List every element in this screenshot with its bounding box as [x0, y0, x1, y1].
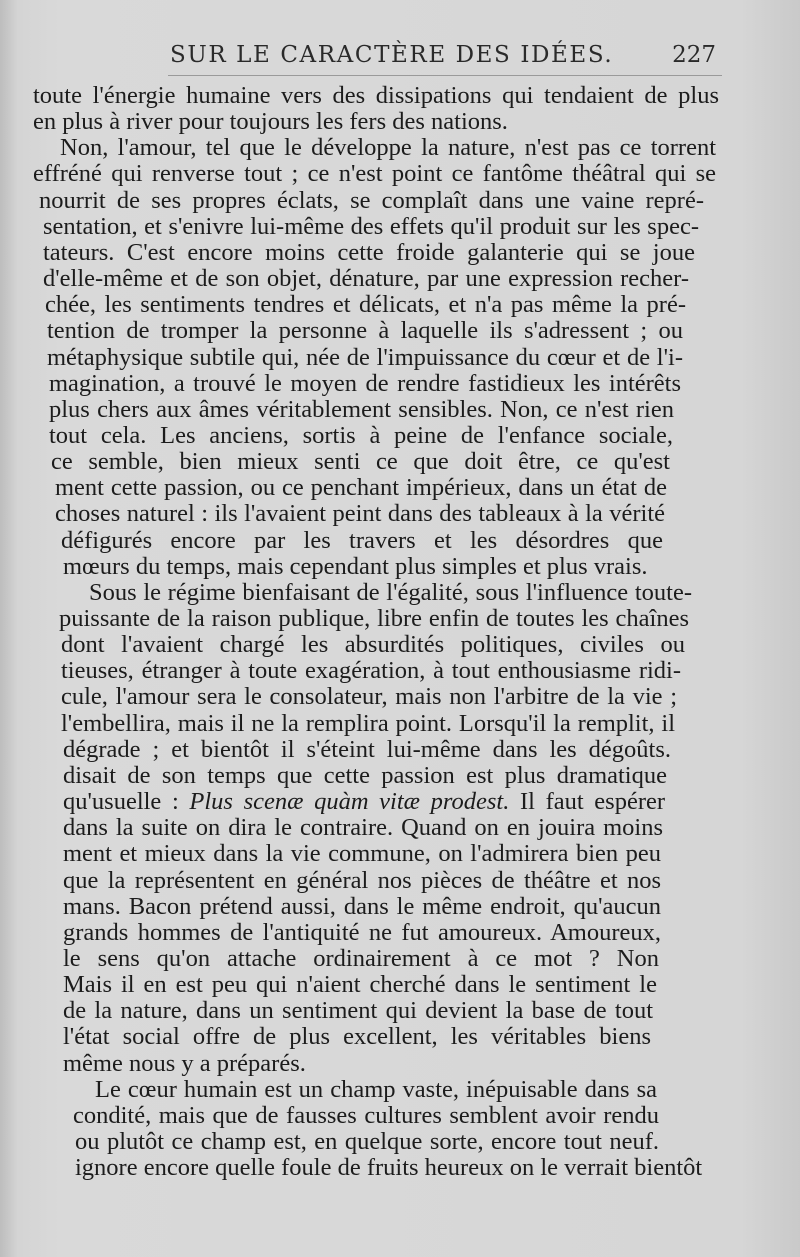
text-line: métaphysique subtile qui, née de l'impuissance du cœur et de l'i- [47, 344, 683, 371]
text-line: en plus à river pour toujours les fers des nations. [33, 108, 508, 136]
text-line [63, 789, 665, 815]
text-line: tention de tromper la personne à laquelle ils s'adressent ; ou [47, 318, 683, 345]
text-line: puissante de la raison publique, libre enfin de toutes les chaînes [59, 606, 689, 632]
text-line: condité, mais que de fausses cultures semblent avoir rendu [73, 1102, 659, 1129]
text-line: mœurs du temps, mais cependant plus simples et plus vrais. [63, 552, 648, 580]
text-line: chée, les sentiments tendres et délicats, et n'a pas même la pré- [45, 292, 686, 319]
header-rule [168, 75, 722, 76]
text-line: ment et mieux dans la vie commune, on l'admirera bien peu [63, 841, 661, 868]
text-line: ce semble, bien mieux senti ce que doit être, ce qu'est [51, 449, 670, 476]
text-line: toute l'énergie humaine vers des dissipations qui tendaient de plus [33, 83, 719, 109]
text-line: de la nature, dans un sentiment qui devient la base de tout [63, 998, 653, 1025]
text-line: effréné qui renverse tout ; ce n'est point ce fantôme théâtral qui se [33, 161, 716, 188]
text-line: défigurés encore par les travers et les désordres que [61, 527, 663, 554]
text-line: choses naturel : ils l'avaient peint dans des tableaux à la vérité [55, 501, 665, 528]
text-line: tateurs. C'est encore moins cette froide galanterie qui se joue [43, 239, 695, 266]
line-text: qu'usuelle : [63, 789, 190, 816]
text-line: le sens qu'on attache ordinairement à ce mot ? Non [63, 945, 659, 972]
text-line: dont l'avaient chargé les absurdités politiques, civiles ou [61, 632, 685, 659]
text-line: ment cette passion, ou ce penchant impérieux, dans un état de [55, 475, 667, 502]
text-line: Non, l'amour, tel que le développe la nature, n'est pas ce torrent [60, 135, 716, 162]
text-line: grands hommes de l'antiquité ne fut amoureux. Amoureux, [63, 919, 661, 946]
text-line: dégrade ; et bientôt il s'éteint lui-même dans les dégoûts. [63, 736, 671, 763]
text-line: ou plutôt ce champ est, en quelque sorte, encore tout neuf. [75, 1129, 659, 1155]
text-line: Mais il en est peu qui n'aient cherché dans le sentiment le [63, 972, 657, 999]
line-text: Il faut espérer [519, 789, 665, 816]
text-line: même nous y a préparés. [63, 1049, 306, 1077]
text-line: l'embellira, mais il ne la remplira point. Lorsqu'il la remplit, il [61, 710, 675, 737]
text-line: nourrit de ses propres éclats, se complaît dans une vaine repré- [39, 187, 704, 214]
text-line: que la représentent en général nos pièces de théâtre et nos [63, 867, 661, 894]
text-line: plus chers aux âmes véritablement sensibles. Non, ce n'est rien [49, 396, 674, 423]
latin-quotation: Plus scenæ quàm vitæ prodest. [189, 789, 510, 816]
text-line: tout cela. Les anciens, sortis à peine de l'enfance sociale, [49, 422, 673, 449]
text-line: magination, a trouvé le moyen de rendre fastidieux les intérêts [49, 370, 681, 397]
text-line: dans la suite on dira le contraire. Quand on en jouira moins [63, 815, 663, 842]
text-line: disait de son temps que cette passion est plus dramatique [63, 762, 667, 789]
text-line: Le cœur humain est un champ vaste, inépuisable dans sa [95, 1076, 657, 1103]
text-line: d'elle-même et de son objet, dénature, par une expression recher- [43, 266, 689, 293]
text-line: Sous le régime bienfaisant de l'égalité, sous l'influence toute- [89, 579, 692, 606]
text-line: ignore encore quelle foule de fruits heureux on le verrait bientôt [75, 1154, 703, 1182]
text-line: sentation, et s'enivre lui-même des effets qu'il produit sur les spec- [43, 213, 699, 240]
page-number: 227 [672, 42, 716, 68]
text-line: mans. Bacon prétend aussi, dans le même endroit, qu'aucun [63, 893, 661, 920]
text-line: cule, l'amour sera le consolateur, mais non l'arbitre de la vie ; [61, 684, 677, 711]
running-head [170, 42, 720, 76]
running-title: SUR LE CARACTÈRE DES IDÉES. [170, 42, 614, 68]
text-line: l'état social offre de plus excellent, les véritables biens [63, 1024, 651, 1051]
text-line: tieuses, étranger à toute exagération, à tout enthousiasme ridi- [61, 658, 681, 685]
